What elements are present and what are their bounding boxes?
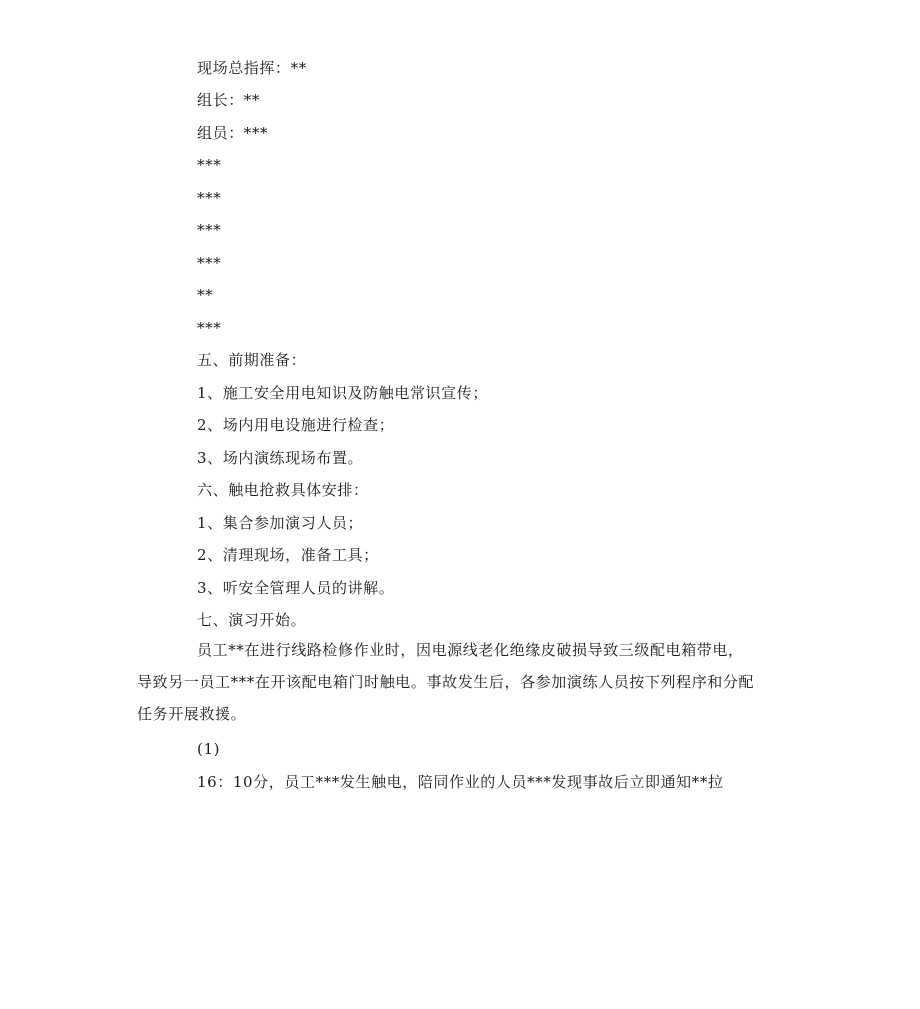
member-line: *** — [197, 254, 222, 272]
member-line: ** — [197, 286, 214, 304]
list-item: 1、施工安全用电知识及防触电常识宣传； — [197, 384, 488, 402]
step-text: 16：10分，员工***发生触电，陪同作业的人员***发现事故后立即通知**拉 — [197, 773, 724, 791]
member-line: *** — [197, 156, 222, 174]
list-item: 2、场内用电设施进行检查； — [197, 416, 395, 434]
team-leader-line: 组长：** — [197, 91, 261, 109]
member-line: *** — [197, 189, 222, 207]
team-members-line: 组员：*** — [197, 124, 269, 142]
list-item: 2、清理现场，准备工具； — [197, 546, 379, 564]
member-line: *** — [197, 221, 222, 239]
scenario-paragraph: 员工**在进行线路检修作业时，因电源线老化绝缘皮破损导致三级配电箱带电，导致另一员工***在开该配电箱门时触电。事故发生后，各参加演练人员按下列程序和分配任务开展救援。 — [137, 641, 755, 723]
list-item: 3、听安全管理人员的讲解。 — [197, 579, 395, 597]
list-item: 3、场内演练现场布置。 — [197, 449, 364, 467]
section-heading-preparation: 五、前期准备： — [197, 351, 307, 369]
member-line: *** — [197, 319, 222, 337]
section-heading-drill-start: 七、演习开始。 — [197, 611, 307, 629]
section-heading-arrangement: 六、触电抢救具体安排： — [197, 481, 369, 499]
list-item: 1、集合参加演习人员； — [197, 514, 364, 532]
step-label: (1) — [197, 740, 221, 758]
commander-line: 现场总指挥：** — [197, 59, 307, 77]
